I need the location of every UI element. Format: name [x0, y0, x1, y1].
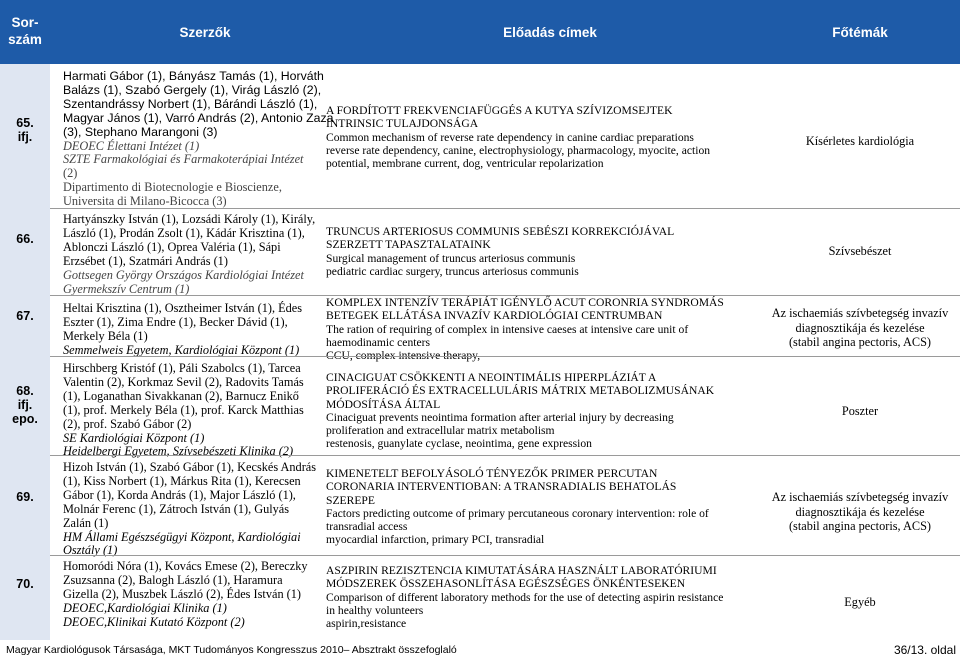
row-number-line: 65.: [16, 116, 34, 130]
table-header: [0, 0, 960, 64]
title-line: KOMPLEX INTENZÍV TERÁPIÁT IGÉNYLŐ ACUT CORONRIA SYNDROMÁS: [326, 296, 724, 309]
title-line: pediatric cardiac surgery, truncus arteriosus communis: [326, 264, 579, 278]
affiliation-line: Osztály (1): [63, 543, 118, 558]
row-number: [0, 577, 50, 591]
title-line: myocardial infarction, primary PCI, transradial: [326, 533, 545, 547]
title-line: Cinaciguat prevents neointima formation after arterial injury by decreasing: [326, 410, 674, 424]
title-line: KIMENETELT BEFOLYÁSOLÓ TÉNYEZŐK PRIMER PERCUTAN: [326, 467, 658, 480]
topic-line: Az ischaemiás szívbetegség invazív: [771, 306, 949, 320]
title-line: proliferation and extracellular matrix metabolism: [326, 424, 555, 438]
topic-line: Szívsebészet: [828, 244, 892, 258]
topic-line: diagnosztikája és kezelése: [795, 320, 925, 335]
row-number: [0, 490, 50, 504]
title-line: in healthy volunteers: [326, 603, 424, 617]
row-divider: [50, 455, 960, 456]
row-number-line: 68.: [16, 384, 34, 398]
page-footer: [0, 641, 960, 659]
topic-cell: [762, 306, 958, 350]
author-line: Homoródi Nóra (1), Kovács Emese (2), Bereczky: [63, 559, 308, 573]
author-line: Harmati Gábor (1), Bányász Tamás (1), Horváth: [63, 69, 324, 83]
title-line: transradial access: [326, 520, 408, 534]
author-line: Eszter (1), Zima Endre (1), Becker Dávid (1),: [63, 314, 288, 329]
row-number: [0, 309, 50, 323]
author-line: László (1), Prodán Zsolt (1), Kádár Krisztina (1),: [63, 225, 305, 240]
row-number-line: epo.: [12, 412, 38, 426]
author-line: Zsuzsanna (2), Balogh László (1), Haramura: [63, 572, 283, 587]
header-number-line: szám: [8, 32, 42, 47]
row-number: [0, 232, 50, 246]
affiliation-line: Gyermekszív Centrum (1): [63, 281, 190, 296]
topic-line: Poszter: [841, 404, 879, 418]
authors-cell: [63, 69, 334, 209]
title-line: MÓDSZEREK ÖSSZEHASONLÍTÁSA EGÉSZSÉGES ÖNKÉNTESEKEN: [326, 577, 686, 591]
row-number-line: 67.: [16, 309, 34, 323]
topic-cell: [762, 244, 958, 259]
header-number-line: Sor-: [11, 15, 39, 30]
title-line: potential, membrane current, dog, ventricular repolarization: [326, 157, 604, 171]
author-line: Hizoh István (1), Szabó Gábor (1), Kecskés András: [63, 460, 317, 474]
author-line: (1), Kiss Norbert (1), Márkus Rita (1), Kerecsen: [63, 473, 301, 488]
author-line: Ablonczi László (1), Oprea Valéria (1), Sápi: [63, 239, 281, 254]
page-number: 36/13. oldal: [893, 643, 956, 657]
author-line: Erzsébet (1), Szatmári András (1): [63, 253, 228, 268]
row-divider: [50, 356, 960, 357]
title-line: ASZPIRIN REZISZTENCIA KIMUTATÁSÁRA HASZNÁLT LABORATÓRIUMI: [326, 564, 717, 577]
author-line: Balázs (1), Szabó Gergely (1), Virág László (2),: [63, 82, 322, 97]
row-number-line: 70.: [16, 577, 34, 591]
title-line: SZEREPE: [326, 493, 375, 507]
title-line: Common mechanism of reverse rate dependency in canine cardiac preparations: [326, 130, 694, 144]
abstract-title-cell: [326, 467, 762, 547]
abstract-title-cell: [326, 371, 762, 451]
topic-cell: [762, 595, 958, 610]
title-line: MÓDOSÍTÁSA ÁLTAL: [326, 397, 441, 411]
topic-line: (stabil angina pectoris, ACS): [788, 335, 932, 349]
title-line: BETEGEK ELLÁTÁSA INVAZÍV KARDIOLÓGIAI CENTRUMBAN: [326, 309, 663, 323]
author-line: (1), Loganathan Sivakkanan (2), Barnucz Enikő: [63, 388, 299, 403]
author-line: Szentandrássy Norbert (1), Bárándi László (1),: [63, 96, 318, 111]
affiliation-line: Heidelbergi Egyetem, Szívsebészeti Klinika (2): [63, 444, 294, 459]
affiliation-line: DEOEC Élettani Intézet (1): [63, 138, 200, 153]
row-number: [0, 384, 50, 426]
topic-line: Kísérletes kardiológia: [805, 134, 915, 148]
affiliation-line: DEOEC,Klinikai Kutató Központ (2): [63, 614, 245, 629]
title-line: reverse rate dependency, canine, electrophysiology, pharmacology, myocite, action: [326, 143, 711, 157]
author-line: Valentin (2), Korkmaz Sevil (2), Radovits Tamás: [63, 374, 304, 389]
title-line: CCU, complex intensive therapy,: [326, 349, 481, 363]
abstract-title-cell: [326, 564, 762, 630]
title-line: A FORDÍTOTT FREKVENCIAFÜGGÉS A KUTYA SZÍVIZOMSEJTEK: [326, 104, 673, 117]
row-divider: [50, 555, 960, 556]
affiliation-line: DEOEC,Kardiológiai Klinika (1): [63, 600, 227, 615]
row-number-line: ifj.: [17, 398, 33, 412]
affiliation-line: SE Kardiológiai Központ (1): [63, 430, 205, 445]
author-line: Magyar János (1), Varró András (2), Antonio Zaza: [63, 110, 334, 125]
author-line: Molnár Ferenc (1), Zátroch István (1), Gulyás: [63, 501, 290, 516]
row-number: [0, 116, 50, 144]
title-line: SZERZETT TAPASZTALATAINK: [326, 238, 491, 252]
abstract-title-cell: [326, 104, 762, 170]
abstract-title-cell: [326, 225, 762, 278]
authors-cell: [63, 362, 323, 459]
topic-line: (stabil angina pectoris, ACS): [788, 519, 932, 533]
title-line: INTRINSIC TULAJDONSÁGA: [326, 117, 479, 131]
author-line: Gizella (2), Muszbek László (2), Édes István (1): [63, 586, 301, 601]
title-line: aspirin,resistance: [326, 617, 407, 631]
header-topics: Főtémák: [832, 25, 888, 40]
author-line: Gábor (1), Korda András (1), Major László (1),: [63, 487, 296, 502]
topic-cell: [762, 404, 958, 419]
title-line: CORONARIA INTERVENTIOBAN: A TRANSRADIALIS BEHATOLÁS: [326, 480, 677, 494]
row-number-line: 69.: [16, 490, 34, 504]
number-column-background: [0, 64, 50, 640]
affiliation-line: SZTE Farmakológiai és Farmakoterápiai Intézet: [63, 152, 304, 167]
abstract-title-cell: [326, 296, 762, 362]
footer-source: Magyar Kardiológusok Társasága, MKT Tudományos Kongresszus 2010– Absztrakt összefoglaló: [6, 644, 457, 656]
topic-cell: [762, 490, 958, 534]
title-line: CINACIGUAT CSÖKKENTI A NEOINTIMÁLIS HIPERPLÁZIÁT A: [326, 371, 657, 384]
authors-cell: [63, 302, 323, 358]
title-line: Surgical management of truncus arteriosus communis: [326, 251, 576, 265]
author-line: Merkely Béla (1): [63, 328, 148, 343]
title-line: Comparison of different laboratory methods for the use of detecting aspirin resistance: [326, 590, 724, 604]
author-line: Heltai Krisztina (1), Osztheimer István (1), Édes: [63, 301, 303, 315]
author-line: (3), Stephano Marangoni (3): [63, 124, 218, 139]
affiliation-line: Semmelweis Egyetem, Kardiológiai Központ (1): [63, 342, 300, 357]
title-line: TRUNCUS ARTERIOSUS COMMUNIS SEBÉSZI KORREKCIÓJÁVAL: [326, 225, 675, 238]
author-line: (1), prof. Merkely Béla (1), prof. Karck Matthias: [63, 402, 304, 417]
author-line: (2), prof. Szabó Gábor (2): [63, 416, 192, 431]
affiliation-line: Gottsegen György Országos Kardiológiai Intézet: [63, 267, 304, 282]
topic-line: Egyéb: [844, 595, 876, 609]
authors-cell: [63, 560, 323, 630]
author-line: Hartyánszky István (1), Lozsádi Károly (1), Király,: [63, 212, 316, 226]
row-number-line: ifj.: [17, 130, 33, 144]
topic-cell: [762, 134, 958, 149]
affiliation-line: HM Állami Egészségügyi Központ, Kardiológiai: [63, 529, 301, 544]
topic-line: diagnosztikája és kezelése: [795, 504, 925, 519]
title-line: restenosis, guanylate cyclase, neointima, gene expression: [326, 437, 592, 451]
row-number-line: 66.: [16, 232, 34, 246]
header-number-column: [0, 14, 50, 48]
authors-cell: [63, 213, 323, 296]
title-line: PROLIFERÁCIÓ ÉS EXTRACELLULÁRIS MÁTRIX METABOLIZMUSÁNAK: [326, 384, 715, 398]
author-line: Zalán (1): [63, 515, 109, 530]
row-divider: [50, 208, 960, 209]
topic-line: Az ischaemiás szívbetegség invazív: [771, 490, 949, 504]
author-line: Hirschberg Kristóf (1), Páli Szabolcs (1), Tarcea: [63, 361, 301, 375]
header-titles: Előadás címek: [503, 25, 597, 40]
authors-cell: [63, 461, 323, 558]
title-line: haemodinamic centers: [326, 335, 430, 349]
author-line: Dipartimento di Biotecnologie e Bioscienze,: [63, 180, 282, 195]
title-line: Factors predicting outcome of primary percutaneous coronary intervention: role of: [326, 506, 709, 520]
header-authors: Szerzők: [179, 25, 231, 40]
author-line: (2): [63, 166, 78, 181]
author-line: Universita di Milano-Bicocca (3): [63, 194, 227, 209]
title-line: The ration of requiring of complex in intensive caeses at intensive care unit of: [326, 322, 689, 336]
